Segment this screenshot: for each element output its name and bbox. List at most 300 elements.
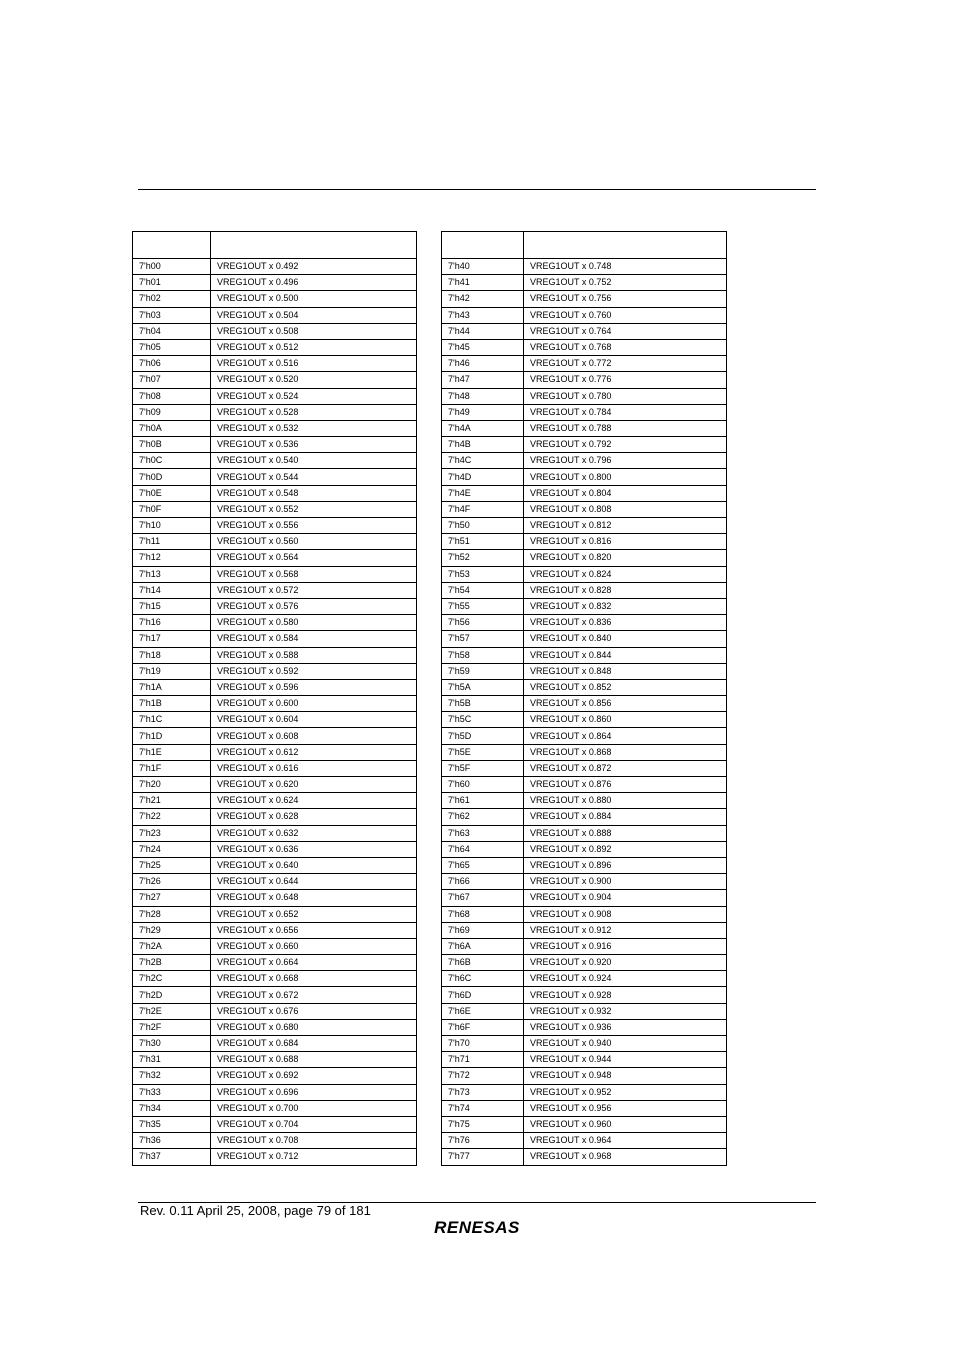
table-row bbox=[133, 372, 417, 388]
voltage-value-cell: VREG1OUT x 0.536 bbox=[211, 437, 417, 453]
voltage-value-cell: VREG1OUT x 0.760 bbox=[524, 307, 727, 323]
voltage-value-cell: VREG1OUT x 0.612 bbox=[211, 744, 417, 760]
voltage-value-cell: VREG1OUT x 0.836 bbox=[524, 615, 727, 631]
table-row bbox=[133, 437, 417, 453]
voltage-value-cell: VREG1OUT x 0.604 bbox=[211, 712, 417, 728]
table-row bbox=[133, 323, 417, 339]
voltage-value-cell: VREG1OUT x 0.588 bbox=[211, 647, 417, 663]
register-code-cell: 7'h43 bbox=[442, 307, 524, 323]
voltage-value-cell: VREG1OUT x 0.492 bbox=[211, 259, 417, 275]
voltage-value-cell: VREG1OUT x 0.676 bbox=[211, 1003, 417, 1019]
table-row bbox=[442, 582, 727, 598]
voltage-value-cell: VREG1OUT x 0.804 bbox=[524, 485, 727, 501]
voltage-value-cell: VREG1OUT x 0.944 bbox=[524, 1052, 727, 1068]
table-row bbox=[133, 647, 417, 663]
register-code-cell: 7'h19 bbox=[133, 663, 211, 679]
register-code-cell: 7'h09 bbox=[133, 404, 211, 420]
table-row bbox=[442, 841, 727, 857]
register-code-cell: 7'h4F bbox=[442, 501, 524, 517]
voltage-value-cell: VREG1OUT x 0.896 bbox=[524, 857, 727, 873]
register-code-cell: 7'h49 bbox=[442, 404, 524, 420]
register-code-cell: 7'h30 bbox=[133, 1036, 211, 1052]
table-row bbox=[442, 404, 727, 420]
register-code-cell: 7'h2F bbox=[133, 1019, 211, 1035]
register-code-cell: 7'h4D bbox=[442, 469, 524, 485]
voltage-value-cell: VREG1OUT x 0.824 bbox=[524, 566, 727, 582]
register-code-cell: 7'h27 bbox=[133, 890, 211, 906]
voltage-value-cell: VREG1OUT x 0.884 bbox=[524, 809, 727, 825]
voltage-value-cell: VREG1OUT x 0.628 bbox=[211, 809, 417, 825]
table-row bbox=[442, 874, 727, 890]
voltage-value-cell: VREG1OUT x 0.808 bbox=[524, 501, 727, 517]
table-row bbox=[442, 1084, 727, 1100]
table-row bbox=[133, 712, 417, 728]
register-code-cell: 7'h75 bbox=[442, 1116, 524, 1132]
table-row bbox=[133, 259, 417, 275]
voltage-value-cell: VREG1OUT x 0.900 bbox=[524, 874, 727, 890]
register-code-cell: 7'h41 bbox=[442, 275, 524, 291]
voltage-value-cell: VREG1OUT x 0.868 bbox=[524, 744, 727, 760]
table-row bbox=[442, 663, 727, 679]
register-code-cell: 7'h56 bbox=[442, 615, 524, 631]
register-code-cell: 7'h24 bbox=[133, 841, 211, 857]
table-row bbox=[442, 971, 727, 987]
register-code-cell: 7'h29 bbox=[133, 922, 211, 938]
register-code-cell: 7'h05 bbox=[133, 339, 211, 355]
voltage-value-cell: VREG1OUT x 0.548 bbox=[211, 485, 417, 501]
voltage-value-cell: VREG1OUT x 0.596 bbox=[211, 679, 417, 695]
register-code-cell: 7'h08 bbox=[133, 388, 211, 404]
table-row bbox=[442, 485, 727, 501]
voltage-table-left bbox=[132, 231, 417, 1166]
table-row bbox=[442, 1149, 727, 1165]
voltage-value-cell: VREG1OUT x 0.920 bbox=[524, 955, 727, 971]
voltage-value-cell: VREG1OUT x 0.668 bbox=[211, 971, 417, 987]
header-rule bbox=[138, 189, 816, 190]
voltage-value-cell: VREG1OUT x 0.756 bbox=[524, 291, 727, 307]
voltage-value-cell: VREG1OUT x 0.820 bbox=[524, 550, 727, 566]
register-code-cell: 7'h15 bbox=[133, 598, 211, 614]
register-code-cell: 7'h71 bbox=[442, 1052, 524, 1068]
table-row bbox=[133, 777, 417, 793]
register-code-cell: 7'h07 bbox=[133, 372, 211, 388]
voltage-value-cell: VREG1OUT x 0.952 bbox=[524, 1084, 727, 1100]
table-row bbox=[133, 469, 417, 485]
table-row bbox=[133, 388, 417, 404]
table-header-cell bbox=[133, 232, 211, 259]
register-code-cell: 7'h6A bbox=[442, 938, 524, 954]
table-row bbox=[133, 679, 417, 695]
voltage-value-cell: VREG1OUT x 0.812 bbox=[524, 518, 727, 534]
table-row bbox=[133, 1100, 417, 1116]
register-code-cell: 7'h37 bbox=[133, 1149, 211, 1165]
table-row bbox=[442, 566, 727, 582]
table-row bbox=[133, 663, 417, 679]
register-code-cell: 7'h1D bbox=[133, 728, 211, 744]
register-code-cell: 7'h62 bbox=[442, 809, 524, 825]
voltage-value-cell: VREG1OUT x 0.644 bbox=[211, 874, 417, 890]
voltage-value-cell: VREG1OUT x 0.508 bbox=[211, 323, 417, 339]
table-row bbox=[133, 987, 417, 1003]
voltage-value-cell: VREG1OUT x 0.876 bbox=[524, 777, 727, 793]
table-row bbox=[133, 1036, 417, 1052]
table-row bbox=[442, 1003, 727, 1019]
voltage-value-cell: VREG1OUT x 0.852 bbox=[524, 679, 727, 695]
table-row bbox=[133, 307, 417, 323]
register-code-cell: 7'h12 bbox=[133, 550, 211, 566]
table-row bbox=[133, 291, 417, 307]
table-row bbox=[133, 906, 417, 922]
register-code-cell: 7'h4E bbox=[442, 485, 524, 501]
register-code-cell: 7'h54 bbox=[442, 582, 524, 598]
table-row bbox=[133, 955, 417, 971]
table-row bbox=[442, 598, 727, 614]
renesas-logo bbox=[420, 1216, 534, 1238]
voltage-value-cell: VREG1OUT x 0.940 bbox=[524, 1036, 727, 1052]
register-code-cell: 7'h77 bbox=[442, 1149, 524, 1165]
table-row bbox=[442, 420, 727, 436]
table-row bbox=[442, 307, 727, 323]
voltage-value-cell: VREG1OUT x 0.772 bbox=[524, 356, 727, 372]
voltage-value-cell: VREG1OUT x 0.532 bbox=[211, 420, 417, 436]
register-code-cell: 7'h4C bbox=[442, 453, 524, 469]
voltage-value-cell: VREG1OUT x 0.832 bbox=[524, 598, 727, 614]
voltage-value-cell: VREG1OUT x 0.552 bbox=[211, 501, 417, 517]
register-code-cell: 7'h23 bbox=[133, 825, 211, 841]
register-code-cell: 7'h26 bbox=[133, 874, 211, 890]
voltage-value-cell: VREG1OUT x 0.496 bbox=[211, 275, 417, 291]
table-row bbox=[442, 534, 727, 550]
register-code-cell: 7'h72 bbox=[442, 1068, 524, 1084]
register-code-cell: 7'h31 bbox=[133, 1052, 211, 1068]
voltage-value-cell: VREG1OUT x 0.860 bbox=[524, 712, 727, 728]
register-code-cell: 7'h17 bbox=[133, 631, 211, 647]
table-row bbox=[442, 987, 727, 1003]
register-code-cell: 7'h5F bbox=[442, 760, 524, 776]
table-row bbox=[442, 955, 727, 971]
register-code-cell: 7'h28 bbox=[133, 906, 211, 922]
voltage-value-cell: VREG1OUT x 0.924 bbox=[524, 971, 727, 987]
register-code-cell: 7'h53 bbox=[442, 566, 524, 582]
register-code-cell: 7'h6B bbox=[442, 955, 524, 971]
table-row bbox=[133, 1116, 417, 1132]
register-code-cell: 7'h1E bbox=[133, 744, 211, 760]
register-code-cell: 7'h68 bbox=[442, 906, 524, 922]
voltage-value-cell: VREG1OUT x 0.660 bbox=[211, 938, 417, 954]
table-row bbox=[133, 598, 417, 614]
table-row bbox=[133, 874, 417, 890]
voltage-value-cell: VREG1OUT x 0.792 bbox=[524, 437, 727, 453]
table-row bbox=[133, 1133, 417, 1149]
table-row bbox=[133, 582, 417, 598]
table-row bbox=[133, 1084, 417, 1100]
table-row bbox=[442, 1100, 727, 1116]
voltage-value-cell: VREG1OUT x 0.904 bbox=[524, 890, 727, 906]
table-row bbox=[133, 453, 417, 469]
voltage-value-cell: VREG1OUT x 0.600 bbox=[211, 696, 417, 712]
register-code-cell: 7'h4A bbox=[442, 420, 524, 436]
register-code-cell: 7'h2D bbox=[133, 987, 211, 1003]
voltage-value-cell: VREG1OUT x 0.936 bbox=[524, 1019, 727, 1035]
register-code-cell: 7'h21 bbox=[133, 793, 211, 809]
table-row bbox=[133, 534, 417, 550]
voltage-value-cell: VREG1OUT x 0.968 bbox=[524, 1149, 727, 1165]
voltage-value-cell: VREG1OUT x 0.568 bbox=[211, 566, 417, 582]
voltage-value-cell: VREG1OUT x 0.704 bbox=[211, 1116, 417, 1132]
table-header-cell bbox=[442, 232, 524, 259]
register-code-cell: 7'h40 bbox=[442, 259, 524, 275]
table-row bbox=[133, 793, 417, 809]
register-code-cell: 7'h45 bbox=[442, 339, 524, 355]
table-row bbox=[442, 631, 727, 647]
voltage-value-cell: VREG1OUT x 0.960 bbox=[524, 1116, 727, 1132]
register-code-cell: 7'h16 bbox=[133, 615, 211, 631]
voltage-value-cell: VREG1OUT x 0.784 bbox=[524, 404, 727, 420]
table-row bbox=[442, 1019, 727, 1035]
register-code-cell: 7'h32 bbox=[133, 1068, 211, 1084]
register-code-cell: 7'h0F bbox=[133, 501, 211, 517]
voltage-value-cell: VREG1OUT x 0.544 bbox=[211, 469, 417, 485]
register-code-cell: 7'h06 bbox=[133, 356, 211, 372]
register-code-cell: 7'h03 bbox=[133, 307, 211, 323]
register-code-cell: 7'h76 bbox=[442, 1133, 524, 1149]
table-body bbox=[133, 259, 417, 1166]
voltage-value-cell: VREG1OUT x 0.672 bbox=[211, 987, 417, 1003]
voltage-value-cell: VREG1OUT x 0.528 bbox=[211, 404, 417, 420]
table-row bbox=[133, 728, 417, 744]
register-code-cell: 7'h59 bbox=[442, 663, 524, 679]
voltage-value-cell: VREG1OUT x 0.872 bbox=[524, 760, 727, 776]
table-row bbox=[442, 777, 727, 793]
voltage-value-cell: VREG1OUT x 0.516 bbox=[211, 356, 417, 372]
register-code-cell: 7'h5A bbox=[442, 679, 524, 695]
register-code-cell: 7'h01 bbox=[133, 275, 211, 291]
table-row bbox=[442, 760, 727, 776]
table-header-row bbox=[442, 232, 727, 259]
register-code-cell: 7'h48 bbox=[442, 388, 524, 404]
register-code-cell: 7'h11 bbox=[133, 534, 211, 550]
table-row bbox=[133, 890, 417, 906]
voltage-value-cell: VREG1OUT x 0.500 bbox=[211, 291, 417, 307]
table-row bbox=[442, 501, 727, 517]
voltage-value-cell: VREG1OUT x 0.696 bbox=[211, 1084, 417, 1100]
register-code-cell: 7'h5C bbox=[442, 712, 524, 728]
voltage-value-cell: VREG1OUT x 0.652 bbox=[211, 906, 417, 922]
voltage-value-cell: VREG1OUT x 0.524 bbox=[211, 388, 417, 404]
register-code-cell: 7'h65 bbox=[442, 857, 524, 873]
table-row bbox=[133, 760, 417, 776]
register-code-cell: 7'h5B bbox=[442, 696, 524, 712]
register-code-cell: 7'h0C bbox=[133, 453, 211, 469]
voltage-value-cell: VREG1OUT x 0.640 bbox=[211, 857, 417, 873]
table-row bbox=[442, 825, 727, 841]
table-row bbox=[442, 291, 727, 307]
table-row bbox=[133, 420, 417, 436]
table-row bbox=[442, 712, 727, 728]
voltage-value-cell: VREG1OUT x 0.916 bbox=[524, 938, 727, 954]
register-code-cell: 7'h6D bbox=[442, 987, 524, 1003]
table-row bbox=[442, 890, 727, 906]
table-row bbox=[442, 356, 727, 372]
register-code-cell: 7'h50 bbox=[442, 518, 524, 534]
voltage-value-cell: VREG1OUT x 0.656 bbox=[211, 922, 417, 938]
voltage-value-cell: VREG1OUT x 0.956 bbox=[524, 1100, 727, 1116]
register-code-cell: 7'h44 bbox=[442, 323, 524, 339]
table-row bbox=[133, 744, 417, 760]
table-row bbox=[442, 857, 727, 873]
voltage-value-cell: VREG1OUT x 0.580 bbox=[211, 615, 417, 631]
voltage-value-cell: VREG1OUT x 0.796 bbox=[524, 453, 727, 469]
register-code-cell: 7'h57 bbox=[442, 631, 524, 647]
voltage-value-cell: VREG1OUT x 0.840 bbox=[524, 631, 727, 647]
table-row bbox=[442, 518, 727, 534]
voltage-value-cell: VREG1OUT x 0.764 bbox=[524, 323, 727, 339]
voltage-value-cell: VREG1OUT x 0.964 bbox=[524, 1133, 727, 1149]
table-row bbox=[442, 728, 727, 744]
table-row bbox=[442, 437, 727, 453]
register-code-cell: 7'h51 bbox=[442, 534, 524, 550]
register-code-cell: 7'h69 bbox=[442, 922, 524, 938]
table-row bbox=[442, 1133, 727, 1149]
register-code-cell: 7'h33 bbox=[133, 1084, 211, 1100]
register-code-cell: 7'h0E bbox=[133, 485, 211, 501]
voltage-value-cell: VREG1OUT x 0.664 bbox=[211, 955, 417, 971]
register-code-cell: 7'h25 bbox=[133, 857, 211, 873]
table-row bbox=[133, 825, 417, 841]
voltage-value-cell: VREG1OUT x 0.700 bbox=[211, 1100, 417, 1116]
table-row bbox=[442, 469, 727, 485]
table-row bbox=[133, 971, 417, 987]
voltage-value-cell: VREG1OUT x 0.632 bbox=[211, 825, 417, 841]
voltage-value-cell: VREG1OUT x 0.616 bbox=[211, 760, 417, 776]
register-code-cell: 7'h0D bbox=[133, 469, 211, 485]
register-code-cell: 7'h1F bbox=[133, 760, 211, 776]
register-code-cell: 7'h1C bbox=[133, 712, 211, 728]
table-body bbox=[442, 259, 727, 1166]
table-row bbox=[442, 679, 727, 695]
table-row bbox=[133, 339, 417, 355]
voltage-value-cell: VREG1OUT x 0.564 bbox=[211, 550, 417, 566]
voltage-value-cell: VREG1OUT x 0.816 bbox=[524, 534, 727, 550]
register-code-cell: 7'h2E bbox=[133, 1003, 211, 1019]
register-code-cell: 7'h5D bbox=[442, 728, 524, 744]
voltage-value-cell: VREG1OUT x 0.928 bbox=[524, 987, 727, 1003]
register-code-cell: 7'h18 bbox=[133, 647, 211, 663]
voltage-value-cell: VREG1OUT x 0.748 bbox=[524, 259, 727, 275]
table-row bbox=[133, 550, 417, 566]
register-code-cell: 7'h64 bbox=[442, 841, 524, 857]
table-header-cell bbox=[211, 232, 417, 259]
register-code-cell: 7'h74 bbox=[442, 1100, 524, 1116]
voltage-value-cell: VREG1OUT x 0.912 bbox=[524, 922, 727, 938]
voltage-value-cell: VREG1OUT x 0.864 bbox=[524, 728, 727, 744]
table-row bbox=[442, 259, 727, 275]
register-code-cell: 7'h60 bbox=[442, 777, 524, 793]
voltage-value-cell: VREG1OUT x 0.520 bbox=[211, 372, 417, 388]
register-code-cell: 7'h34 bbox=[133, 1100, 211, 1116]
voltage-value-cell: VREG1OUT x 0.636 bbox=[211, 841, 417, 857]
register-code-cell: 7'h61 bbox=[442, 793, 524, 809]
table-row bbox=[442, 372, 727, 388]
register-code-cell: 7'h2A bbox=[133, 938, 211, 954]
table-header-cell bbox=[524, 232, 727, 259]
register-code-cell: 7'h52 bbox=[442, 550, 524, 566]
voltage-value-cell: VREG1OUT x 0.848 bbox=[524, 663, 727, 679]
table-row bbox=[442, 550, 727, 566]
register-code-cell: 7'h42 bbox=[442, 291, 524, 307]
table-row bbox=[133, 615, 417, 631]
table-row bbox=[133, 275, 417, 291]
register-code-cell: 7'h6C bbox=[442, 971, 524, 987]
register-code-cell: 7'h13 bbox=[133, 566, 211, 582]
register-code-cell: 7'h35 bbox=[133, 1116, 211, 1132]
table-row bbox=[442, 938, 727, 954]
voltage-value-cell: VREG1OUT x 0.648 bbox=[211, 890, 417, 906]
register-code-cell: 7'h63 bbox=[442, 825, 524, 841]
voltage-value-cell: VREG1OUT x 0.572 bbox=[211, 582, 417, 598]
voltage-value-cell: VREG1OUT x 0.576 bbox=[211, 598, 417, 614]
register-code-cell: 7'h0A bbox=[133, 420, 211, 436]
voltage-value-cell: VREG1OUT x 0.692 bbox=[211, 1068, 417, 1084]
register-code-cell: 7'h67 bbox=[442, 890, 524, 906]
table-row bbox=[133, 485, 417, 501]
voltage-value-cell: VREG1OUT x 0.712 bbox=[211, 1149, 417, 1165]
register-code-cell: 7'h66 bbox=[442, 874, 524, 890]
table-row bbox=[442, 793, 727, 809]
register-code-cell: 7'h00 bbox=[133, 259, 211, 275]
register-code-cell: 7'h0B bbox=[133, 437, 211, 453]
table-row bbox=[442, 323, 727, 339]
voltage-value-cell: VREG1OUT x 0.892 bbox=[524, 841, 727, 857]
voltage-value-cell: VREG1OUT x 0.624 bbox=[211, 793, 417, 809]
table-row bbox=[133, 631, 417, 647]
page-footer-revision: Rev. 0.11 April 25, 2008, page 79 of 181 bbox=[140, 1203, 371, 1218]
voltage-value-cell: VREG1OUT x 0.584 bbox=[211, 631, 417, 647]
table-row bbox=[442, 1116, 727, 1132]
table-row bbox=[133, 566, 417, 582]
table-row bbox=[442, 615, 727, 631]
table-row bbox=[442, 809, 727, 825]
table-row bbox=[133, 922, 417, 938]
register-code-cell: 7'h47 bbox=[442, 372, 524, 388]
table-row bbox=[442, 388, 727, 404]
table-row bbox=[133, 518, 417, 534]
register-code-cell: 7'h22 bbox=[133, 809, 211, 825]
table-row bbox=[442, 275, 727, 291]
voltage-value-cell: VREG1OUT x 0.800 bbox=[524, 469, 727, 485]
table-row bbox=[442, 744, 727, 760]
voltage-value-cell: VREG1OUT x 0.948 bbox=[524, 1068, 727, 1084]
voltage-value-cell: VREG1OUT x 0.908 bbox=[524, 906, 727, 922]
voltage-value-cell: VREG1OUT x 0.684 bbox=[211, 1036, 417, 1052]
register-code-cell: 7'h70 bbox=[442, 1036, 524, 1052]
table-row bbox=[133, 1149, 417, 1165]
table-row bbox=[133, 809, 417, 825]
register-code-cell: 7'h02 bbox=[133, 291, 211, 307]
register-code-cell: 7'h1B bbox=[133, 696, 211, 712]
voltage-value-cell: VREG1OUT x 0.680 bbox=[211, 1019, 417, 1035]
table-row bbox=[133, 938, 417, 954]
table-row bbox=[133, 1003, 417, 1019]
table-row bbox=[442, 696, 727, 712]
voltage-value-cell: VREG1OUT x 0.504 bbox=[211, 307, 417, 323]
table-row bbox=[133, 841, 417, 857]
voltage-value-cell: VREG1OUT x 0.620 bbox=[211, 777, 417, 793]
register-code-cell: 7'h36 bbox=[133, 1133, 211, 1149]
register-code-cell: 7'h6F bbox=[442, 1019, 524, 1035]
register-code-cell: 7'h73 bbox=[442, 1084, 524, 1100]
voltage-value-cell: VREG1OUT x 0.560 bbox=[211, 534, 417, 550]
